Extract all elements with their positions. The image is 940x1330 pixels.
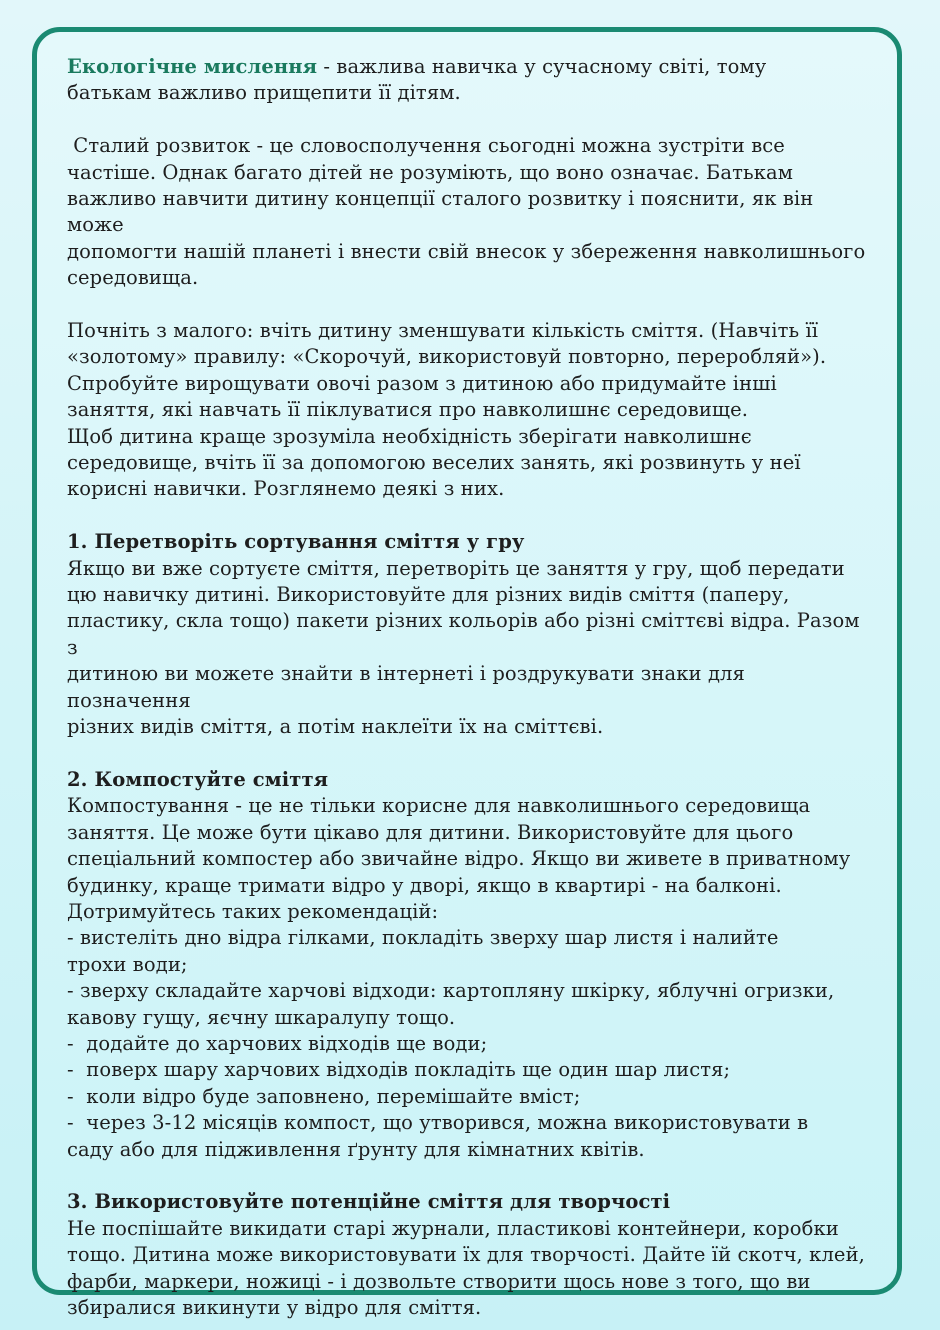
spacer	[67, 741, 867, 767]
list-line: - додайте до харчових відходів ще води;	[67, 1031, 488, 1055]
list-line: - коли відро буде заповнено, перемішайте вміст;	[67, 1084, 581, 1108]
spacer	[67, 1163, 867, 1189]
section-line: заняття. Це може бути цікаво для дитини. Використовуйте для цього	[67, 820, 794, 844]
paragraph-line: Почніть з малого: вчіть дитину зменшувати кількість сміття. (Навчіть її	[67, 319, 819, 343]
section-line: різних видів сміття, а потім наклеїти їх на сміттєві.	[67, 715, 604, 739]
paragraph-sustainable-development	[67, 133, 867, 291]
section-line: цю навичку дитині. Використовуйте для різних видів сміття (паперу,	[67, 583, 790, 607]
list-line: кавову гущу, яєчну шкаралупу тощо.	[67, 1005, 456, 1029]
section-line: фарби, маркери, ножиці - і дозвольте створити щось нове з того, що ви	[67, 1269, 811, 1293]
paragraph-line: допомогти нашій планеті і внести свій внесок у збереження навколишнього	[67, 239, 866, 263]
list-line: - вистеліть дно відра гілками, покладіть зверху шар листя і налийте	[67, 926, 779, 950]
paragraph-line: середовище, вчіть її за допомогою веселих занять, які розвинуть у неї	[67, 451, 801, 475]
section-creative-reuse	[67, 1189, 867, 1321]
paragraph-line: корисні навички. Розглянемо деякі з них.	[67, 477, 505, 501]
section-composting	[67, 767, 867, 1163]
list-line: - поверх шару харчових відходів покладіть ще один шар листя;	[67, 1058, 731, 1082]
paragraph-line: частіше. Однак багато дітей не розуміють, що воно означає. Батькам	[67, 160, 793, 184]
section-line: Компостування - це не тільки корисне для навколишнього середовища	[67, 794, 811, 818]
section-line: Дотримуйтесь таких рекомендацій:	[67, 899, 439, 923]
section-line: будинку, краще тримати відро у дворі, якщо в квартирі - на балконі.	[67, 873, 782, 897]
spacer	[67, 107, 867, 133]
section-line: збиралися викинути у відро для сміття.	[67, 1296, 482, 1320]
paragraph-line: Щоб дитина краще зрозуміла необхідність зберігати навколишнє	[67, 424, 752, 448]
paragraph-line: важливо навчити дитину концепції сталого розвитку і пояснити, як він може	[67, 187, 814, 237]
list-line: - зверху складайте харчові відходи: картопляну шкірку, яблучні огризки,	[67, 979, 835, 1003]
paragraph-line: середовища.	[67, 266, 199, 290]
paragraph-line: «золотому» правилу: «Скорочуй, використовуй повторно, переробляй»).	[67, 345, 827, 369]
intro-line-2: батькам важливо прищепити її дітям.	[67, 81, 461, 105]
spacer	[67, 292, 867, 318]
spacer	[67, 503, 867, 529]
intro-lead-term: Екологічне мислення	[67, 55, 318, 78]
section-line: Не поспішайте викидати старі журнали, пластикові контейнери, коробки	[67, 1216, 839, 1240]
section-line: Якщо ви вже сортуєте сміття, перетворіть це заняття у гру, щоб передати	[67, 556, 845, 580]
section-line: спеціальний компостер або звичайне відро. Якщо ви живете в приватному	[67, 847, 851, 871]
list-line: трохи води;	[67, 952, 188, 976]
paragraph-line: Сталий розвиток - це словосполучення сьогодні можна зустріти все	[67, 134, 785, 158]
section-sorting-game	[67, 529, 867, 740]
intro-line-1	[67, 54, 867, 80]
paragraph-line: заняття, які навчать її піклуватися про навколишнє середовище.	[67, 398, 749, 422]
section-line: дитиною ви можете знайти в інтернеті і роздрукувати знаки для позначення	[67, 662, 745, 712]
section-heading: 2. Компостуйте сміття	[67, 767, 329, 791]
list-line: - через 3-12 місяців компост, що утворився, можна використовувати в	[67, 1111, 809, 1135]
intro-line-1-rest: - важлива навичка у сучасному світі, тому	[317, 55, 767, 78]
paragraph-line: Спробуйте вирощувати овочі разом з дитиною або придумайте інші	[67, 371, 777, 395]
section-line: пластику, скла тощо) пакети різних кольорів або різні сміттєві відра. Разом з	[67, 609, 860, 659]
list-line: саду або для підживлення ґрунту для кімнатних квітів.	[67, 1137, 645, 1161]
section-heading: 1. Перетворіть сортування сміття у гру	[67, 530, 525, 554]
section-heading: 3. Використовуйте потенційне сміття для творчості	[67, 1190, 671, 1214]
section-line: тощо. Дитина може використовувати їх для творчості. Дайте їй скотч, клей,	[67, 1243, 865, 1267]
paragraph-start-small	[67, 318, 867, 503]
document-body	[67, 54, 867, 1321]
